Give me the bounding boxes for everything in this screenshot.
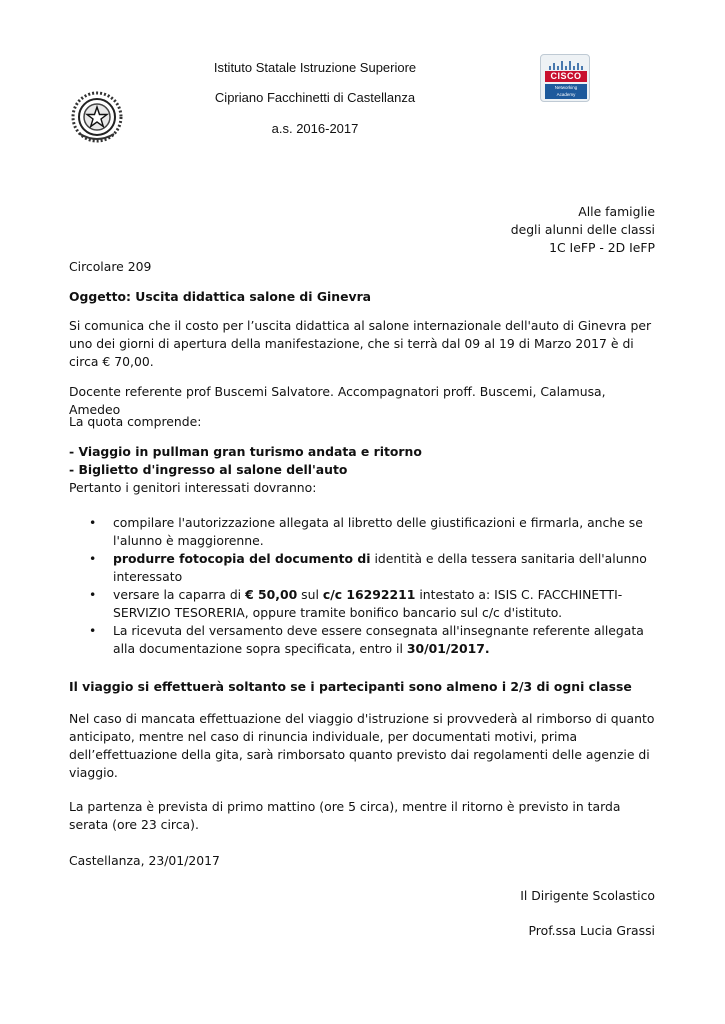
teacher-paragraph: Docente referente prof Buscemi Salvatore. Accompagnatori proff. Buscemi, Calamusa, Amedeo [69, 384, 606, 417]
school-year: a.s. 2016-2017 [271, 121, 359, 136]
quota-list [69, 443, 659, 497]
list-item: • La ricevuta del versamento deve essere consegnata all'insegnante referente allegata alla documentazione sopra specificata, entro il 30/01/2017. [89, 623, 644, 656]
list-item: • versare la caparra di € 50,00 sul c/c 16292211 intestato a: ISIS C. FACCHINETTI- SERVIZIO TESORERIA, oppure tramite bonifico bancario sul c/c d'istituto. [89, 587, 623, 620]
bullet-icon: • [89, 515, 97, 530]
recipients-line-1: Alle famiglie [578, 204, 655, 219]
recipients [511, 203, 655, 257]
quota-intro: La quota comprende: [69, 414, 202, 429]
recipients-line-3: 1C IeFP - 2D IeFP [549, 240, 655, 255]
circolare-number: Circolare 209 [69, 259, 152, 274]
school-name: Cipriano Facchinetti di Castellanza [214, 90, 416, 105]
trip-condition: Il viaggio si effettuerà soltanto se i partecipanti sono almeno i 2/3 di ogni classe [69, 679, 632, 694]
list-item: • compilare l'autorizzazione allegata al libretto delle giustificazioni e firmarla, anche se l'alunno è maggiorenne. [89, 515, 643, 548]
quota-item-bus: - Viaggio in pullman gran turismo andata e ritorno [69, 444, 422, 459]
intro-paragraph: Si comunica che il costo per l’uscita didattica al salone internazionale dell'auto di Ginevra per uno dei giorni di apertura della manifestazione, che si terrà dal 09 al 19 di Marzo 2017 è di circa € 70,00. [69, 318, 652, 369]
italian-republic-emblem-icon [70, 90, 124, 144]
recipients-line-2: degli alunni delle classi [510, 222, 655, 237]
bullet-icon: • [89, 623, 97, 638]
subject-line: Oggetto: Uscita didattica salone di Ginevra [69, 289, 372, 304]
cisco-bars-icon [547, 60, 585, 70]
signature-role: Il Dirigente Scolastico [520, 888, 655, 903]
cisco-tagline: Networking Academy [545, 84, 587, 99]
quota-item-ticket: - Biglietto d'ingresso al salone dell'auto [69, 462, 348, 477]
bullet-icon: • [89, 587, 97, 602]
cisco-networking-academy-logo [540, 54, 590, 102]
departure-paragraph: La partenza è prevista di primo mattino (ore 5 circa), mentre il ritorno è previsto in tarda serata (ore 23 circa). [69, 799, 621, 832]
bullet-icon: • [89, 551, 97, 566]
refund-paragraph: Nel caso di mancata effettuazione del viaggio d'istruzione si provvederà al rimborso di quanto anticipato, mentre nel caso di rinuncia individuale, per documentati motivi, prima dell’effettuazione della gita, sarà rimborsato quanto previsto dai regolamenti delle agenzie di viaggio. [69, 711, 655, 780]
list-item: • produrre fotocopia del documento di identità e della tessera sanitaria dell'alunno interessato [89, 551, 647, 584]
parent-instructions-list [69, 514, 659, 658]
parents-intro: Pertanto i genitori interessati dovranno: [69, 480, 317, 495]
institute-name: Istituto Statale Istruzione Superiore [213, 60, 417, 75]
cisco-wordmark: CISCO [545, 71, 587, 82]
signature-name: Prof.ssa Lucia Grassi [528, 923, 655, 938]
place-date: Castellanza, 23/01/2017 [69, 853, 220, 868]
